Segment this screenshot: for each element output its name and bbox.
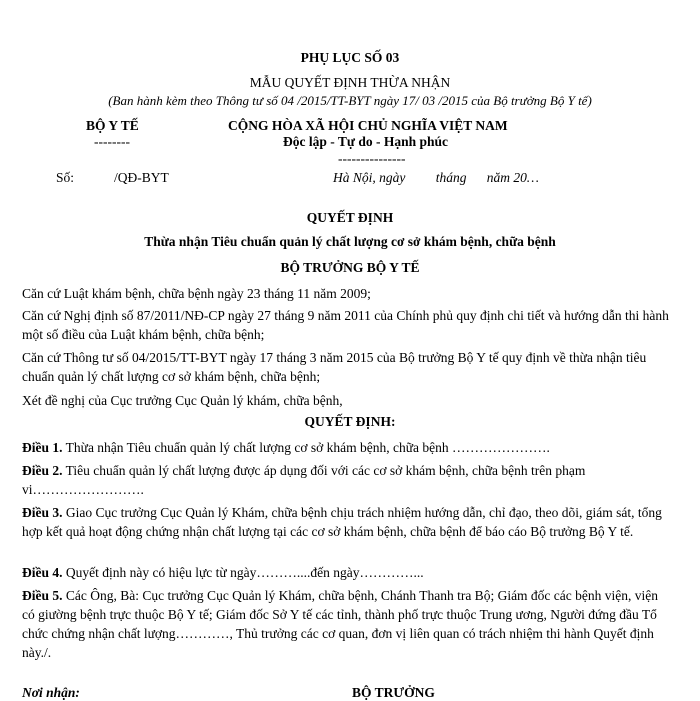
decision-subject: Thừa nhận Tiêu chuẩn quản lý chất lượng cơ sở khám bệnh, chữa bệnh — [144, 234, 556, 249]
issuing-authority: BỘ TRƯỞNG BỘ Y TẾ — [280, 260, 420, 275]
issued-note: (Ban hành kèm theo Thông tư số 04 /2015/TT-BYT ngày 17/ 03 /2015 của Bộ trưởng Bộ Y tế) — [108, 93, 592, 108]
document-number-label: Số: — [56, 170, 75, 185]
legal-basis-4: Xét đề nghị của Cục trưởng Cục Quản lý khám, chữa bệnh, — [22, 393, 343, 408]
agency-dashes: -------- — [94, 134, 130, 149]
signer-title: BỘ TRƯỞNG — [352, 685, 435, 700]
article-2 — [22, 461, 672, 499]
appendix-title: PHỤ LỤC SỐ 03 — [300, 50, 400, 65]
article-1-label: Điều 1. — [22, 440, 63, 455]
motto-dashes: --------------- — [338, 151, 406, 166]
article-4-text: Quyết định này có hiệu lực từ ngày………....đến ngày…………... — [62, 565, 424, 580]
national-motto: Độc lập - Tự do - Hạnh phúc — [283, 134, 449, 149]
legal-basis-3: Căn cứ Thông tư số 04/2015/TT-BYT ngày 17 tháng 3 năm 2015 của Bộ trưởng Bộ Y tế quy định về thừa nhận tiêu chuẩn quản lý chất lượng cơ sở khám bệnh, chữa bệnh; — [22, 350, 647, 384]
place-date: Hà Nội, ngày tháng năm 20… — [333, 170, 539, 185]
legal-basis-1: Căn cứ Luật khám bệnh, chữa bệnh ngày 23 tháng 11 năm 2009; — [22, 286, 371, 301]
article-5-label: Điều 5. — [22, 588, 63, 603]
article-4-label: Điều 4. — [22, 565, 63, 580]
article-5-text: Các Ông, Bà: Cục trưởng Cục Quản lý Khám, chữa bệnh, Chánh Thanh tra Bộ; Giám đốc các bệnh viện, viện có giường bệnh trực thuộc Bộ Y tế; Giám đốc Sở Y tế các tỉnh, thành phố trực thuộc Trung ương, Người đứng đầu Tổ chức chứng nhận chất lượng…………, Thủ trưởng các cơ quan, đơn vị liên quan có trách nhiệm thi hành Quyết định này./. — [22, 588, 659, 660]
document-number-code: /QĐ-BYT — [114, 170, 169, 185]
decision-heading: QUYẾT ĐỊNH: — [304, 414, 396, 429]
article-1-text: Thừa nhận Tiêu chuẩn quản lý chất lượng cơ sở khám bệnh, chữa bệnh …………………. — [62, 440, 550, 455]
decision-title: QUYẾT ĐỊNH — [306, 210, 394, 225]
article-1 — [22, 438, 672, 457]
agency-name: BỘ Y TẾ — [86, 118, 139, 133]
article-3-label: Điều 3. — [22, 505, 63, 520]
article-2-label: Điều 2. — [22, 463, 63, 478]
recipients-label: Nơi nhận: — [22, 685, 80, 700]
article-3-text: Giao Cục trưởng Cục Quản lý Khám, chữa bệnh chịu trách nhiệm hướng dẫn, chỉ đạo, theo dõi, giám sát, tổng hợp kết quả hoạt động chứng nhận chất lượng tại các cơ sở khám bệnh, chữa bệnh để báo cáo Bộ trưởng Bộ Y tế. — [22, 505, 662, 539]
form-title: MẪU QUYẾT ĐỊNH THỪA NHẬN — [249, 75, 451, 90]
legal-basis-2: Căn cứ Nghị định số 87/2011/NĐ-CP ngày 27 tháng 9 năm 2011 của Chính phủ quy định chi tiết và hướng dẫn thi hành một số điều của Luật khám bệnh, chữa bệnh; — [22, 308, 669, 342]
article-4 — [22, 563, 672, 582]
country-name: CỘNG HÒA XÃ HỘI CHỦ NGHĨA VIỆT NAM — [228, 118, 508, 133]
article-2-text: Tiêu chuẩn quản lý chất lượng được áp dụng đối với các cơ sở khám bệnh, chữa bệnh trên phạm vi……………………. — [22, 463, 586, 497]
article-5 — [22, 586, 672, 662]
article-3 — [22, 503, 672, 541]
